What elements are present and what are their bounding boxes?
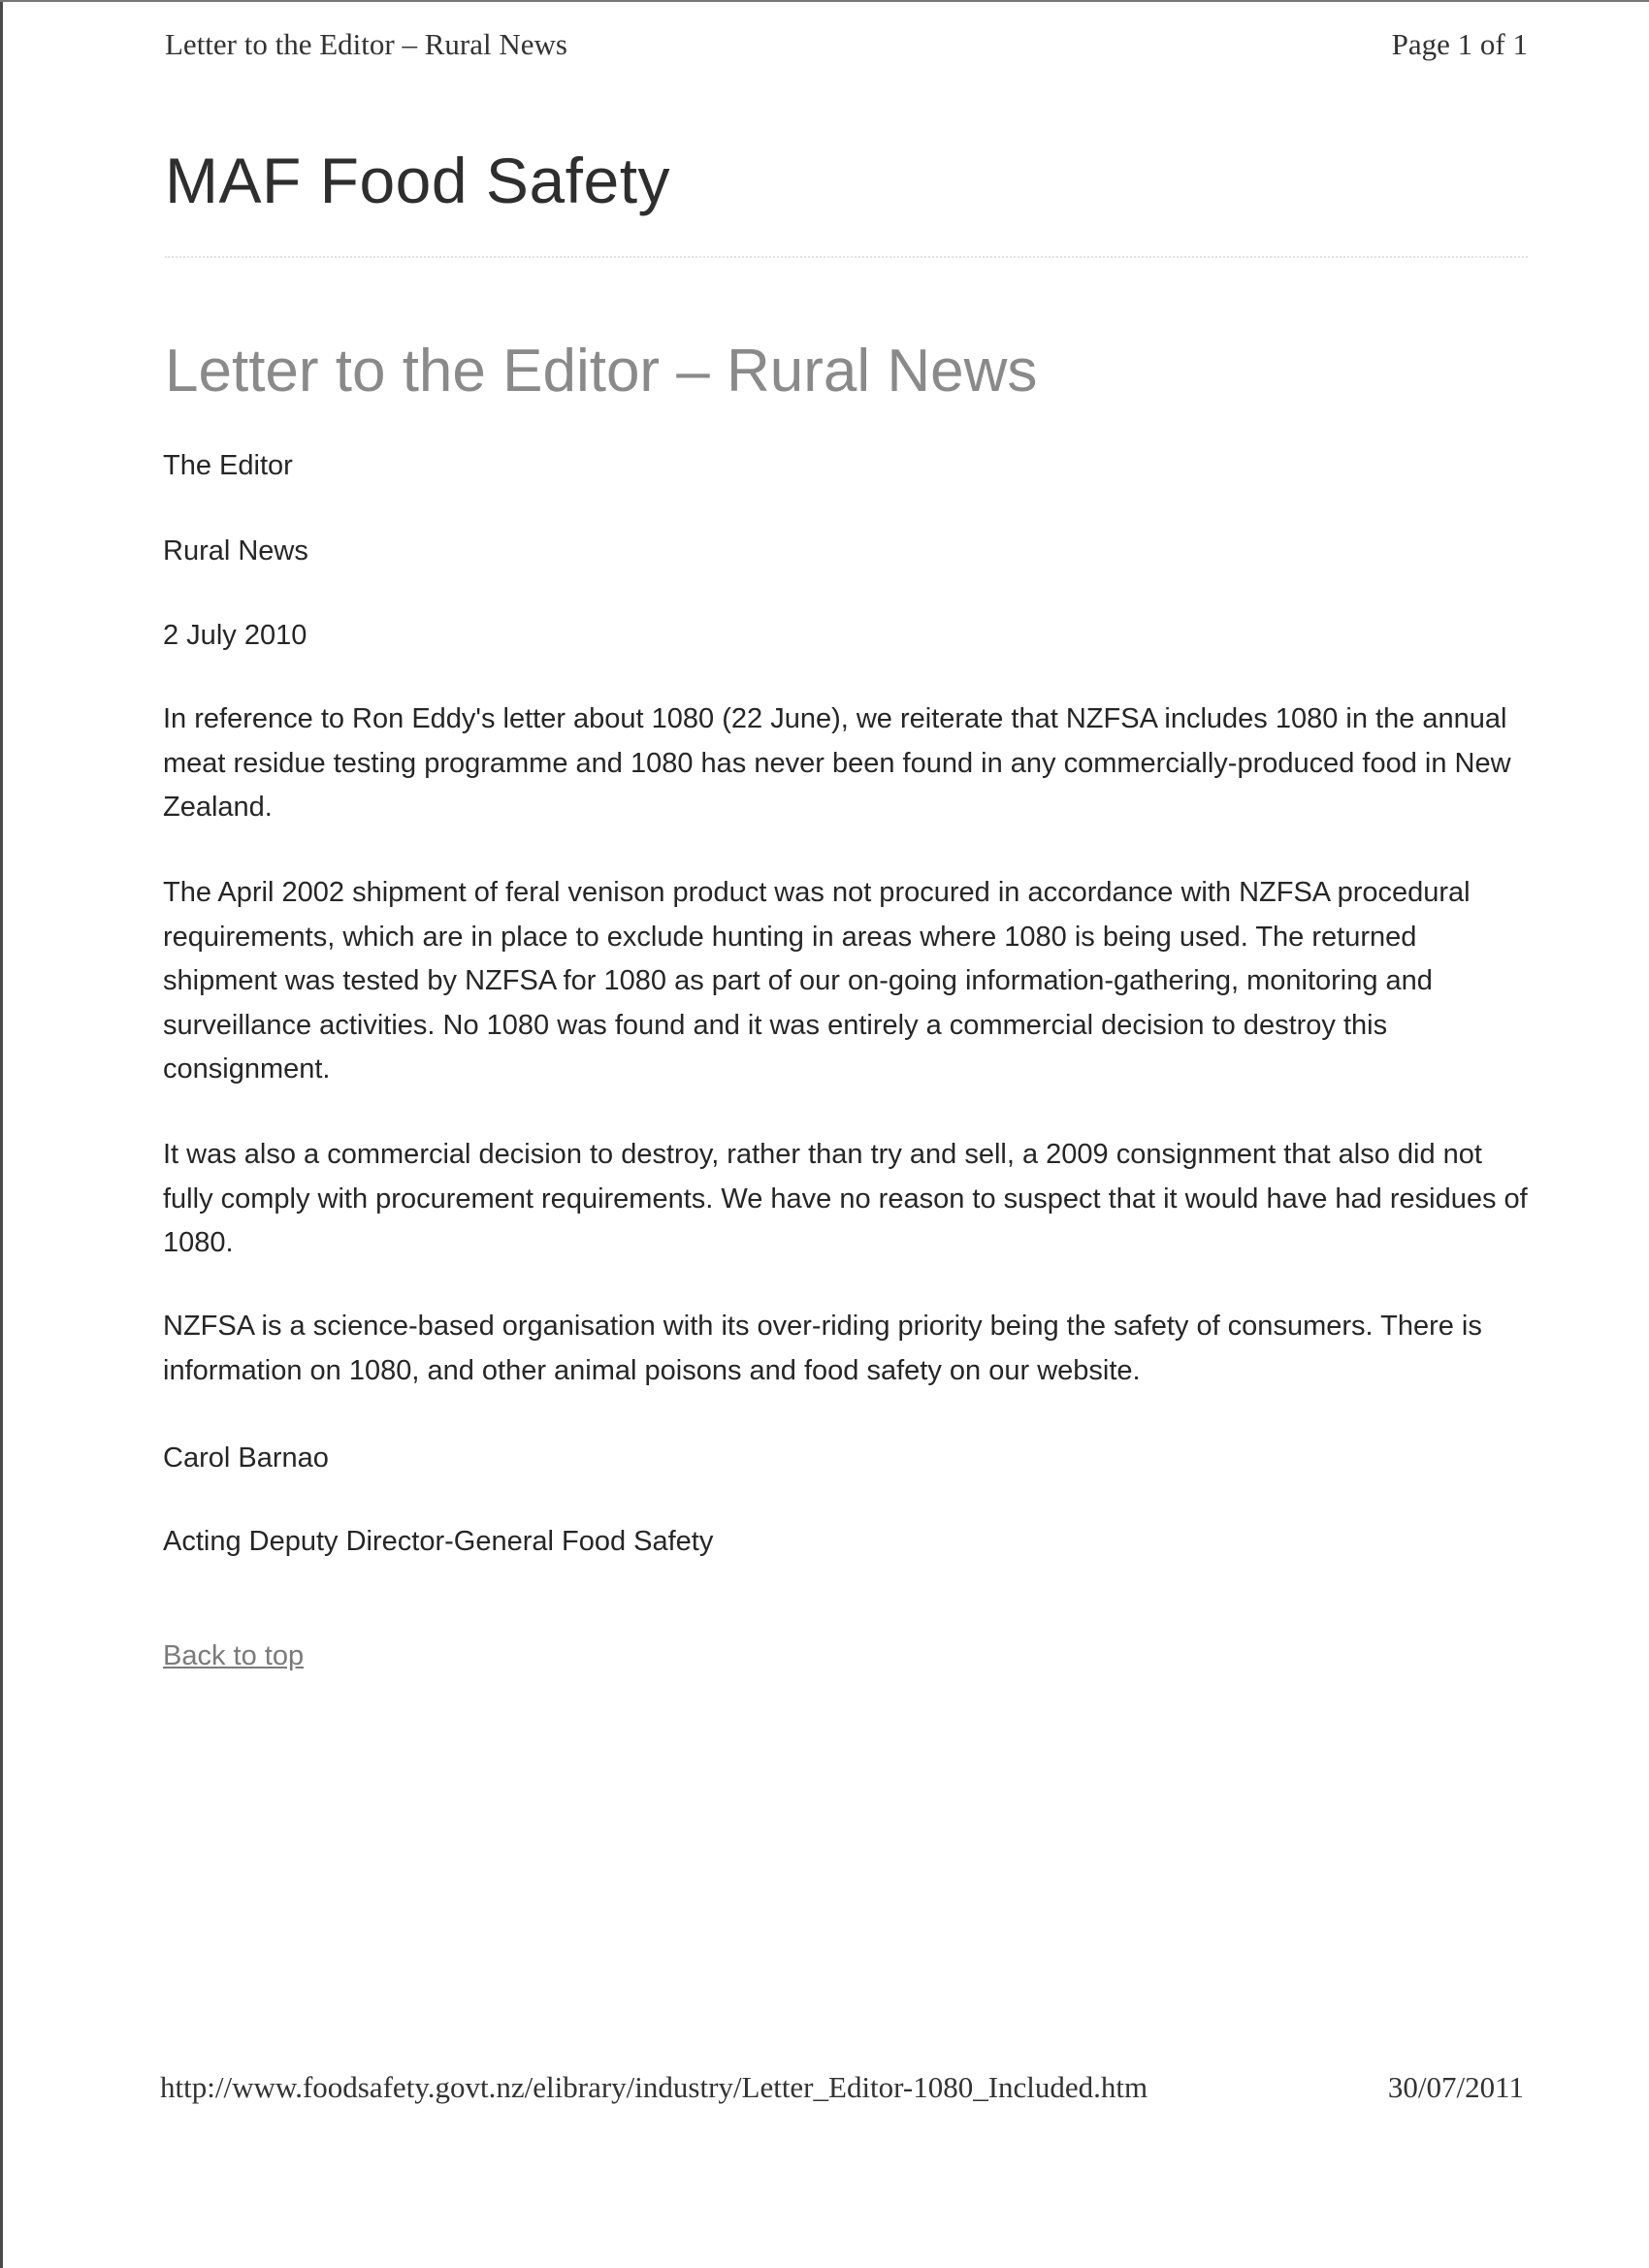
print-footer: [160, 2070, 1524, 2105]
back-to-top-link[interactable]: Back to top: [163, 1640, 305, 1671]
scan-edge-top: [0, 0, 1649, 2]
signature-title: Acting Deputy Director-General Food Safety: [163, 1526, 714, 1557]
print-header-page-number: Page 1 of 1: [1391, 27, 1528, 61]
print-header-title: Letter to the Editor – Rural News: [165, 27, 567, 61]
letter-paragraph-1: In reference to Ron Eddy's letter about 1080 (22 June), we reiterate that NZFSA includes 1080 in the annual meat residue testing programme and 1080 has never been found in any commercially-produced food in New Zealand.: [163, 703, 1511, 823]
scan-edge-left: [0, 0, 3, 2268]
signature-name: Carol Barnao: [163, 1442, 329, 1474]
print-header: [165, 27, 1528, 62]
letter-date: 2 July 2010: [163, 620, 307, 651]
letter-publication: Rural News: [163, 535, 308, 567]
letter-paragraph-2: The April 2002 shipment of feral venison product was not procured in accordance with NZFSA procedural requirements, which are in place to exclude hunting in areas where 1080 is being used. The returned shipment was tested by NZFSA for 1080 as part of our on-going information-gathering, monitoring and surveillance activities. No 1080 was found and it was entirely a commercial decision to destroy this consignment.: [163, 877, 1471, 1085]
letter-paragraph-4: NZFSA is a science-based organisation with its over-riding priority being the safety of consumers. There is information on 1080, and other animal poisons and food safety on our website.: [163, 1311, 1482, 1386]
page-title: Letter to the Editor – Rural News: [165, 338, 1038, 405]
site-title: MAF Food Safety: [165, 145, 671, 216]
print-footer-url: http://www.foodsafety.govt.nz/elibrary/industry/Letter_Editor-1080_Included.htm: [160, 2070, 1148, 2104]
letter-paragraph-3: It was also a commercial decision to destroy, rather than try and sell, a 2009 consignment that also did not fully comply with procurement requirements. We have no reason to suspect that it would have had residues of 1080.: [163, 1139, 1528, 1258]
print-footer-date: 30/07/2011: [1387, 2070, 1524, 2104]
title-divider: [165, 256, 1528, 258]
letter-recipient: The Editor: [163, 450, 293, 481]
